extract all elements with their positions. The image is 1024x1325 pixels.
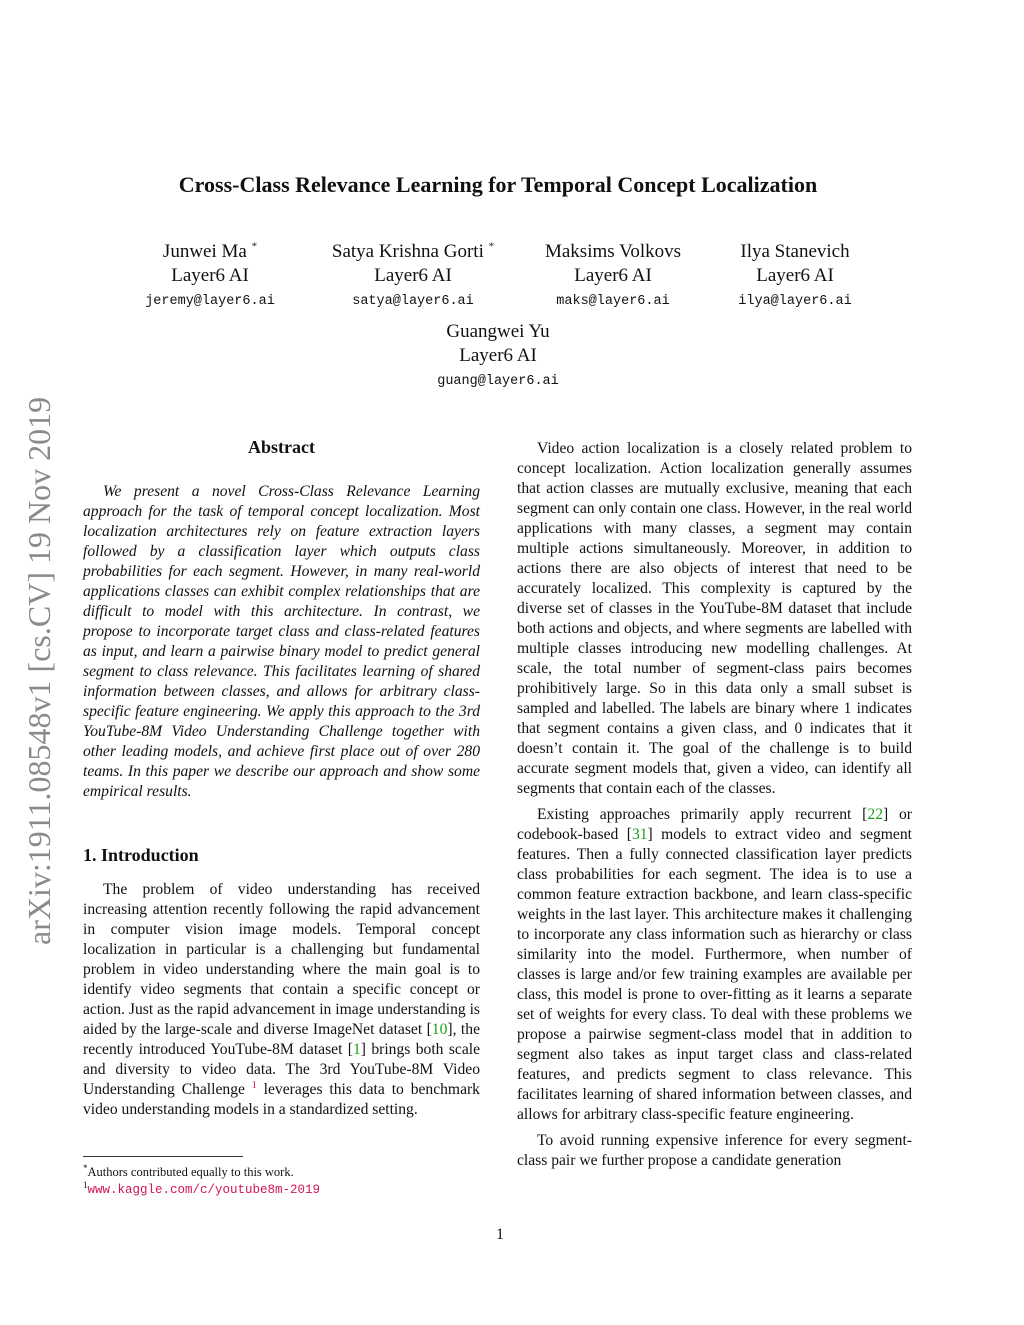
introduction-paragraph <box>83 880 480 1120</box>
citation-link[interactable]: 31 <box>631 826 648 843</box>
abstract-heading: Abstract <box>248 437 315 457</box>
footnote-rule <box>83 1156 243 1157</box>
author-block <box>720 240 870 314</box>
author-email[interactable]: jeremy@layer6.ai <box>145 294 275 309</box>
text-run: ] brings both scale and diversity to video data. The 3rd YouTube-8M Video Understanding Challenge <box>83 1041 480 1098</box>
footnote-mark: 1 <box>83 1180 88 1190</box>
author-affiliation: Layer6 AI <box>459 345 537 366</box>
introduction-body <box>83 880 480 1120</box>
text-run: ] or codebook-based [ <box>517 806 912 843</box>
author-name: Junwei Ma <box>162 241 247 262</box>
footnote-marker[interactable]: 1 <box>251 1079 257 1091</box>
author-name: Maksims Volkovs <box>544 241 682 262</box>
equal-contribution-mark: * <box>251 240 258 253</box>
abstract-text: We present a novel Cross-Class Relevance Learning approach for the task of temporal concept localization. Most localization architectures rely on feature extraction layers followed by a classification layer which outputs class probabilities for each segment. However, in many real-world applications classes can exhibit complex relationships that are difficult to model with this architecture. In contrast, we propose to incorporate target class and class-related features as input, and learn a pairwise binary model to predict general segment to class relevance. This facilitates learning of shared information between classes, and allows for arbitrary class-specific feature engineering. We apply this approach to the 3rd YouTube-8M Video Understanding Challenge together with other leading models, and achieve first place out of over 280 teams. In this paper we describe our approach and show some empirical results. <box>83 483 480 800</box>
author-name: Guangwei Yu <box>446 321 550 342</box>
equal-contribution-mark: * <box>488 240 495 253</box>
section-heading-introduction: 1. Introduction <box>83 845 199 865</box>
author-name: Satya Krishna Gorti <box>331 241 484 262</box>
right-column-body <box>517 439 912 1171</box>
text-run: leverages this data to benchmark video understanding models in a standardized setting. <box>83 1081 480 1118</box>
author-affiliation: Layer6 AI <box>756 265 834 286</box>
author-block <box>318 240 508 314</box>
arxiv-identifier: arXiv:1911.08548v1 [cs.CV] 19 Nov 2019 <box>21 396 57 945</box>
text-run: ] models to extract video and segment features. Then a fully connected classification layer predicts class probabilities for each segment. The idea is to use a common feature extraction backbone, and learn class-specific weights in the last layer. This architecture makes it challenging to incorporate any class information such as hierarchy or class similarity into the model. Furthermore, when number of classes is large and/or few training examples are available per class, this model is prone to over-fitting as it learns a separate set of weights for every class. To deal with these problems we propose a pairwise segment-class model that in addition to segment also takes as input target class and class-related features, and predicts segment to class relevance. This facilitates learning of shared information between classes, and allows for arbitrary class-specific feature engineering. <box>517 826 912 1123</box>
text-run: The problem of video understanding has received increasing attention recently following the rapid advancement in computer vision image models. Temporal concept localization in particular is a challenging but fundamental problem in video understanding where the main goal is to identify video segments that contain a specific concept or action. Just as the rapid advancement in image understanding is aided by the large-scale and diverse ImageNet dataset [ <box>83 881 480 1038</box>
citation-link[interactable]: 1 <box>352 1041 361 1058</box>
footnote-link[interactable]: www.kaggle.com/c/youtube8m-2019 <box>87 1183 321 1198</box>
author-affiliation: Layer6 AI <box>574 265 652 286</box>
author-block <box>528 240 698 314</box>
text-run: ], the recently introduced YouTube-8M dataset [ <box>83 1021 480 1058</box>
body-paragraph: Video action localization is a closely related problem to concept localization. Action localization generally assumes that action classes are mutually exclusive, meaning that each segment can only contain one class. However, in the real world applications with many classes, a segment may contain multiple actions simultaneously. Moreover, in addition to actions there are also objects of interest that need to be accurately localized. This complexity is captured by the diverse set of classes in the YouTube-8M dataset that include both actions and objects, and where segments are labelled with multiple classes introducing new modelling challenges. At scale, the total number of segment-class pairs becomes prohibitively large. So in this data only a small subset is sampled and labelled. The labels are binary where 1 indicates that segment contains a given class, and 0 indicates that it doesn’t contain it. The goal of the challenge is to build accurate segment models that, given a video, can identify all segments that contain each of the classes. <box>517 440 912 797</box>
author-block <box>413 320 583 394</box>
author-name: Ilya Stanevich <box>740 241 850 262</box>
author-email[interactable]: guang@layer6.ai <box>437 374 559 389</box>
author-email[interactable]: ilya@layer6.ai <box>738 294 852 309</box>
page-number: 1 <box>496 1226 504 1243</box>
footnote-url <box>83 1177 480 1199</box>
footnote-text: Authors contributed equally to this work. <box>87 1165 294 1180</box>
body-paragraph <box>517 805 912 1125</box>
citation-link[interactable]: 22 <box>867 806 883 823</box>
author-affiliation: Layer6 AI <box>374 265 452 286</box>
citation-link[interactable]: 10 <box>431 1021 448 1038</box>
author-email[interactable]: satya@layer6.ai <box>352 294 474 309</box>
author-block <box>125 240 295 314</box>
footnote-mark: * <box>83 1163 88 1173</box>
text-run: Existing approaches primarily apply recurrent [ <box>537 806 868 823</box>
body-paragraph: To avoid running expensive inference for every segment-class pair we further propose a candidate generation <box>517 1132 912 1169</box>
author-affiliation: Layer6 AI <box>171 265 249 286</box>
author-email[interactable]: maks@layer6.ai <box>556 294 670 309</box>
paper-title: Cross-Class Relevance Learning for Temporal Concept Localization <box>178 172 818 197</box>
abstract-body <box>83 482 480 802</box>
